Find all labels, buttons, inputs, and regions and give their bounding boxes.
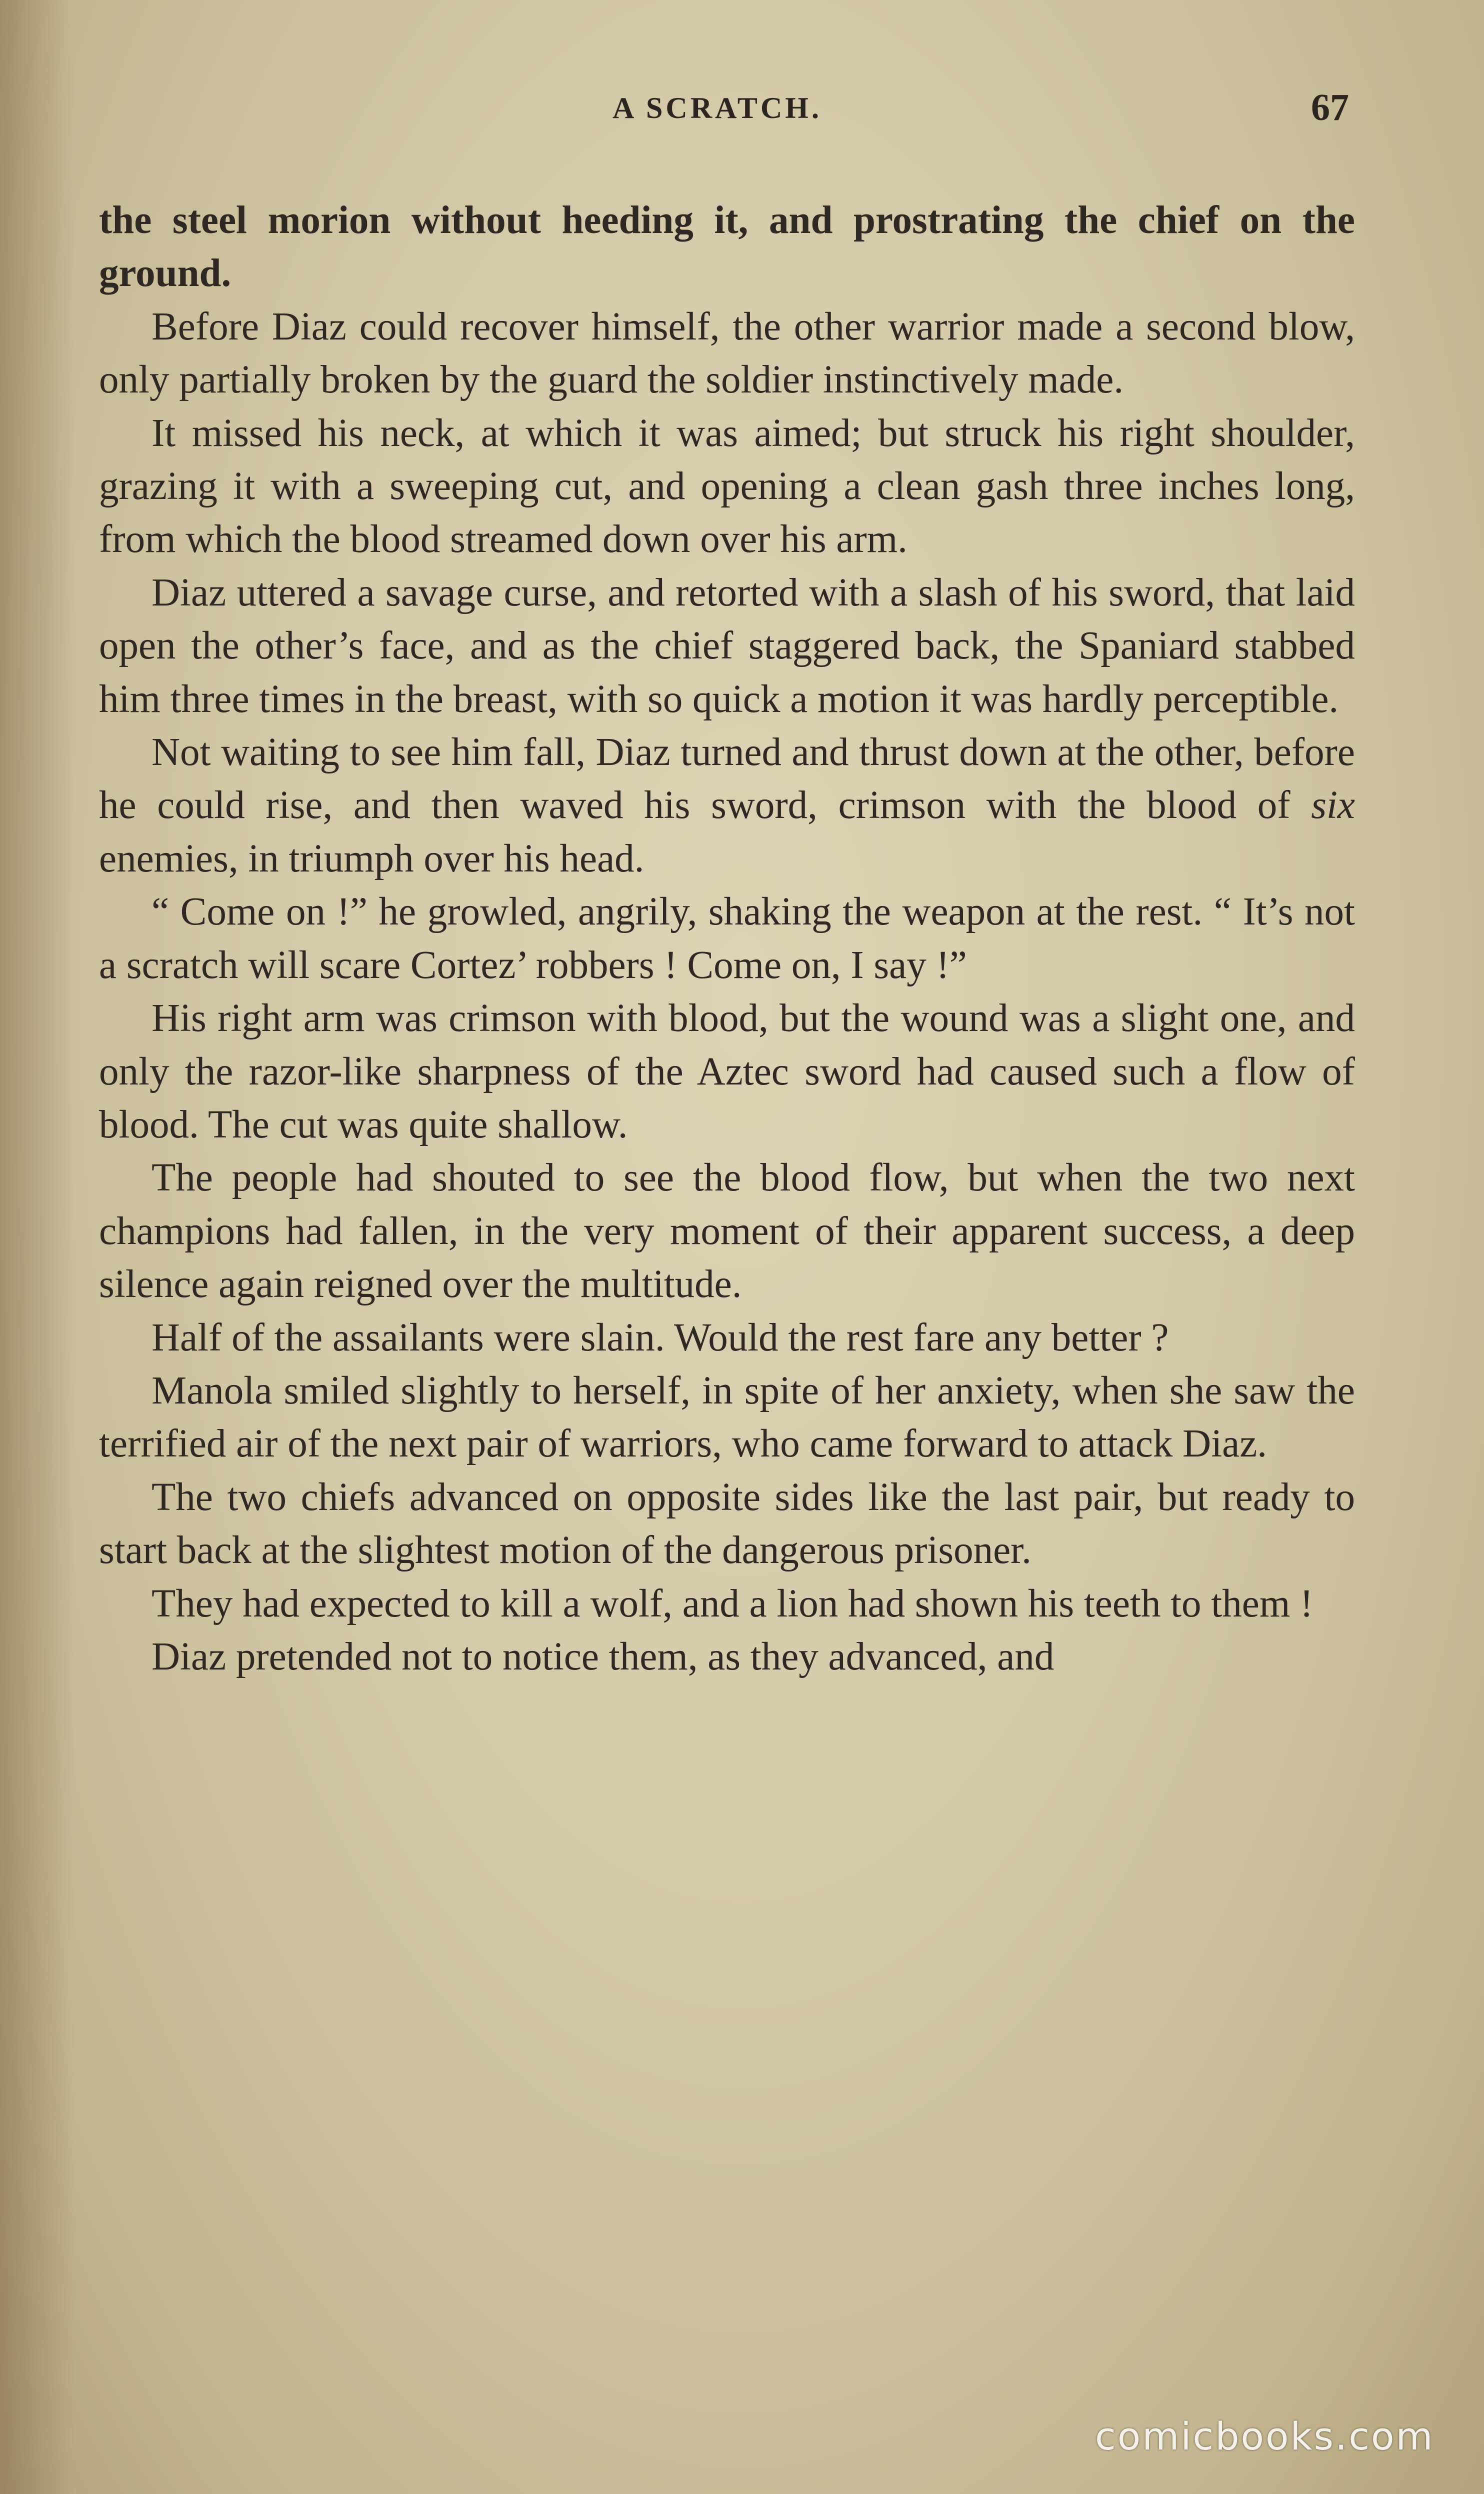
paragraph-2: Before Diaz could recover himself, the other warrior made a second blow, only partially broken by the guard the soldier instinctively made.: [99, 304, 1355, 402]
italic-word: six: [1311, 784, 1355, 828]
paragraph-1: [99, 194, 1355, 300]
body-text: [99, 194, 1355, 1684]
page-number: 67: [1311, 86, 1349, 128]
paragraph-4: Diaz uttered a savage curse, and retorted with a slash of his sword, that laid open the other’s face, and as the chief staggered back, the Spaniard stabbed him three times in the breast, with so quick a motion it was hardly perceptible.: [99, 570, 1355, 721]
paragraph-6: “ Come on !” he growled, angrily, shaking the weapon at the rest. “ It’s not a scratch will scare Cortez’ robbers ! Come on, I say !”: [99, 890, 1355, 987]
watermark: comicbooks.com: [1095, 2414, 1434, 2458]
paragraph-11: The two chiefs advanced on opposite sides like the last pair, but ready to start back at the slightest motion of the dangerous prisoner.: [99, 1475, 1355, 1572]
paragraph-text: the steel morion without heeding it, and prostrating the chief on the ground.: [99, 198, 1355, 296]
paragraph-8: The people had shouted to see the blood flow, but when the two next champions had fallen, in the very moment of their apparent success, a deep silence again reigned over the multitude.: [99, 1156, 1355, 1306]
paragraph-13: Diaz pretended not to notice them, as they advanced, and: [152, 1634, 1054, 1678]
running-title: A SCRATCH.: [612, 92, 822, 124]
paragraph-text-after: enemies, in triumph over his head.: [99, 836, 644, 880]
running-header: [0, 86, 1484, 141]
paragraph-9: Half of the assailants were slain. Would the rest fare any better ?: [152, 1316, 1169, 1360]
paragraph-text-before: Not waiting to see him fall, Diaz turned and thrust down at the other, before he could rise, and then waved his sword, crimson with the blood of: [99, 730, 1355, 828]
paragraph-12: They had expected to kill a wolf, and a lion had shown his teeth to them !: [152, 1582, 1314, 1626]
paragraph-3: It missed his neck, at which it was aimed; but struck his right shoulder, grazing it with a sweeping cut, and opening a clean gash three inches long, from which the blood streamed down over his arm.: [99, 411, 1355, 562]
binding-shadow: [0, 0, 75, 2494]
paragraph-5: [99, 726, 1355, 886]
paragraph-7: His right arm was crimson with blood, but the wound was a slight one, and only the razor-like sharpness of the Aztec sword had caused such a flow of blood. The cut was quite shallow.: [99, 996, 1355, 1146]
paragraph-10: Manola smiled slightly to herself, in spite of her anxiety, when she saw the terrified air of the next pair of warriors, who came forward to attack Diaz.: [99, 1368, 1355, 1466]
